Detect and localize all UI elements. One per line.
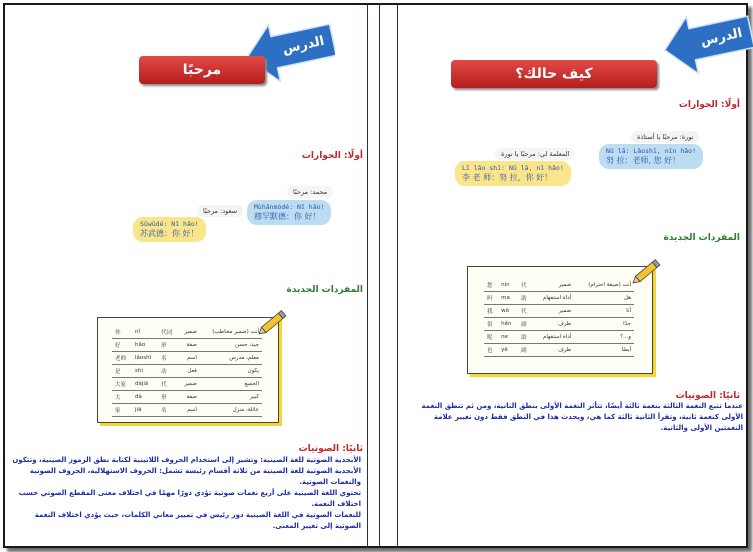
lesson-arrow-icon	[661, 13, 753, 77]
vocab-cell: 形	[158, 339, 178, 352]
vocab-cell: 助	[518, 292, 532, 305]
vocab-cell: أنا	[574, 305, 634, 318]
dialogue-bubble	[599, 144, 703, 169]
vocab-cell: هل	[574, 292, 634, 305]
speaker-label: سعود: مرحبًا	[197, 205, 243, 217]
lesson-badge-text: الدرس	[699, 25, 744, 50]
vocab-cell: جدًا	[574, 318, 634, 331]
paragraph: للنغمات الصوتية في اللغة الصينية دور رئيس في تمييز معاني الكلمات، حيث يؤدي اختلاف النغمة الصوتية إلى تغيير المعنى.	[34, 511, 361, 530]
vocab-row	[484, 279, 634, 292]
vocab-row	[112, 404, 262, 417]
pencil-icon	[257, 307, 291, 337]
vocab-cell: صفة	[178, 339, 200, 352]
vocab-cell: hěn	[498, 318, 518, 331]
vocab-cell: lǎoshī	[132, 352, 158, 365]
vocab-note-card	[97, 317, 279, 423]
vocab-cell: ma	[498, 292, 518, 305]
vocab-table	[484, 279, 634, 357]
vocab-row	[484, 318, 634, 331]
vocab-cell: 代	[518, 279, 532, 292]
dialogues-heading: أولًا: الحوارات	[301, 151, 363, 161]
divider-line-left	[367, 5, 368, 546]
vocab-cell: 代	[158, 378, 178, 391]
paragraph: الأبجدية الصوتية للغة الصينية: وتشير إلى استخدام الحروف اللاتينية لكتابة نطق الرموز الصينية، وتتكون الأبجدية الصوتية للغة الصينية من ثلاثة أقسام رئيسة تشمل: الحروف الاستهلالية، الحروف الصوتية والنغمات الصوتية.	[12, 456, 361, 486]
speaker-label: نورة: مرحبًا يا أستاذة	[631, 131, 699, 143]
phonetics-text	[9, 455, 361, 532]
vocab-cell: 副	[518, 344, 532, 357]
vocab-cell: كبير	[200, 391, 262, 404]
hanzi-text: 苏武德：你 好！	[140, 229, 199, 238]
dialogue-bubble	[455, 161, 571, 186]
vocab-cell: 老师	[112, 352, 132, 365]
paragraph: تحتوي اللغة الصينية على أربع نغمات صوتية تؤدي دورًا مهمًا في اختلاف معنى المقطع الصوتي حسب اختلاف النغمة.	[18, 489, 361, 508]
pencil-icon	[631, 256, 665, 286]
vocab-cell: ضمير	[532, 279, 574, 292]
vocab-cell: 吗	[484, 292, 498, 305]
vocab-cell: 大家	[112, 378, 132, 391]
vocab-row	[484, 344, 634, 357]
vocab-cell: اسم	[178, 352, 200, 365]
paragraph: عندما تتبع النغمة الثالثة بنغمة ثالثة أيضًا، تتأثر النغمة الأولى بنطق الثانية، ومن ثم تنطق النغمة الأولى كنغمة ثانية، وتقرأ الثانية ثالثة كما هي، ويحدث هذا في النطق فقط دون تغيير علامة النغمتين الأولى والثانية.	[421, 402, 743, 432]
document-frame	[3, 3, 748, 548]
vocab-cell: جيد، حسن	[200, 339, 262, 352]
dialogues-heading: أولًا: الحوارات	[678, 100, 740, 110]
vocab-note-card	[467, 266, 653, 374]
vocab-cell: 好	[112, 339, 132, 352]
vocab-row	[112, 391, 262, 404]
vocab-cell: dà	[132, 391, 158, 404]
vocab-row	[484, 292, 634, 305]
vocab-row	[484, 305, 634, 318]
vocab-cell: 助	[518, 331, 532, 344]
vocab-cell: 呢	[484, 331, 498, 344]
vocab-cell: 你	[112, 326, 132, 339]
dialogue-bubble	[133, 217, 206, 242]
vocab-cell: 副	[518, 318, 532, 331]
vocab-cell: 名	[158, 352, 178, 365]
vocab-cell: nín	[498, 279, 518, 292]
vocab-cell: 是	[112, 365, 132, 378]
vocab-cell: فعل	[178, 365, 200, 378]
vocab-cell: wǒ	[498, 305, 518, 318]
lesson-title: مرحبًا	[139, 56, 265, 84]
vocab-cell: 代	[518, 305, 532, 318]
vocab-cell: 您	[484, 279, 498, 292]
vocab-cell: أداة استفهام	[532, 331, 574, 344]
vocab-cell: ne	[498, 331, 518, 344]
vocab-cell: 我	[484, 305, 498, 318]
speaker-label: محمد: مرحبًا	[287, 186, 333, 198]
vocab-cell: ضمير	[178, 378, 200, 391]
hanzi-text: 李 老 师：努 拉，你 好！	[462, 173, 553, 182]
vocab-row	[112, 378, 262, 391]
hanzi-text: 穆罕默德：你 好！	[254, 212, 321, 221]
vocab-table	[112, 326, 262, 417]
vocab-row	[484, 331, 634, 344]
vocab-cell: أنت (ضمير مخاطب)	[200, 326, 262, 339]
vocab-cell: jiā	[132, 404, 158, 417]
vocab-cell: dàjiā	[132, 378, 158, 391]
vocab-cell: ضمير	[178, 326, 200, 339]
vocab-cell: shì	[132, 365, 158, 378]
vocab-row	[112, 352, 262, 365]
vocab-cell: 也	[484, 344, 498, 357]
dialogue-bubble	[247, 200, 331, 225]
vocab-cell: ظرف	[532, 318, 574, 331]
pinyin-text: Nǔ lā: Lǎoshī, nín hǎo!	[606, 147, 697, 155]
right-page	[399, 5, 746, 546]
phonetics-heading: ثانيًا: الصوتيات	[298, 444, 363, 454]
pinyin-text: Sūwūdé: Nǐ hǎo!	[140, 220, 199, 228]
vocab-row	[112, 339, 262, 352]
lesson-title: كيف حالك؟	[451, 60, 657, 88]
vocab-cell: أيضًا	[574, 344, 634, 357]
vocab-cell: 大	[112, 391, 132, 404]
vocab-cell: اسم	[178, 404, 200, 417]
vocab-heading: المفردات الجديدة	[286, 285, 363, 295]
vocab-cell: 形	[158, 391, 178, 404]
left-page	[5, 5, 367, 546]
vocab-cell: الجميع	[200, 378, 262, 391]
vocab-cell: صفة	[178, 391, 200, 404]
pinyin-text: Mùhǎnmòdé: Nǐ hǎo!	[254, 203, 325, 211]
vocab-heading: المفردات الجديدة	[663, 233, 740, 243]
vocab-cell: معلم، مدرس	[200, 352, 262, 365]
vocab-cell: أنت (صيغة احترام)	[574, 279, 634, 292]
vocab-row	[112, 365, 262, 378]
vocab-cell: يكون	[200, 365, 262, 378]
vocab-cell: 动	[158, 365, 178, 378]
vocab-cell: ظرف	[532, 344, 574, 357]
vocab-cell: hǎo	[132, 339, 158, 352]
phonetics-heading: ثانيًا: الصوتيات	[675, 391, 740, 401]
vocab-cell: yě	[498, 344, 518, 357]
vocab-cell: 很	[484, 318, 498, 331]
divider-line-right	[397, 5, 398, 546]
pinyin-text: Lǐ lǎo shī: Nǔ lā, nǐ hǎo!	[462, 164, 564, 172]
vocab-cell: و...؟	[574, 331, 634, 344]
vocab-cell: 代词	[158, 326, 178, 339]
vocab-cell: 家	[112, 404, 132, 417]
vocab-cell: أداة استفهام	[532, 292, 574, 305]
speaker-label: المعلمة لي: مرحبًا يا نورة	[495, 148, 575, 160]
vocab-row	[112, 326, 262, 339]
vocab-cell: عائلة، منزل	[200, 404, 262, 417]
vocab-cell: 名	[158, 404, 178, 417]
lesson-badge-text: الدرس	[281, 33, 326, 58]
divider-line-center	[379, 5, 380, 546]
phonetics-text	[403, 401, 743, 434]
hanzi-text: 努 拉：老师, 您 好！	[606, 156, 681, 165]
vocab-cell: ضمير	[532, 305, 574, 318]
vocab-cell: nǐ	[132, 326, 158, 339]
